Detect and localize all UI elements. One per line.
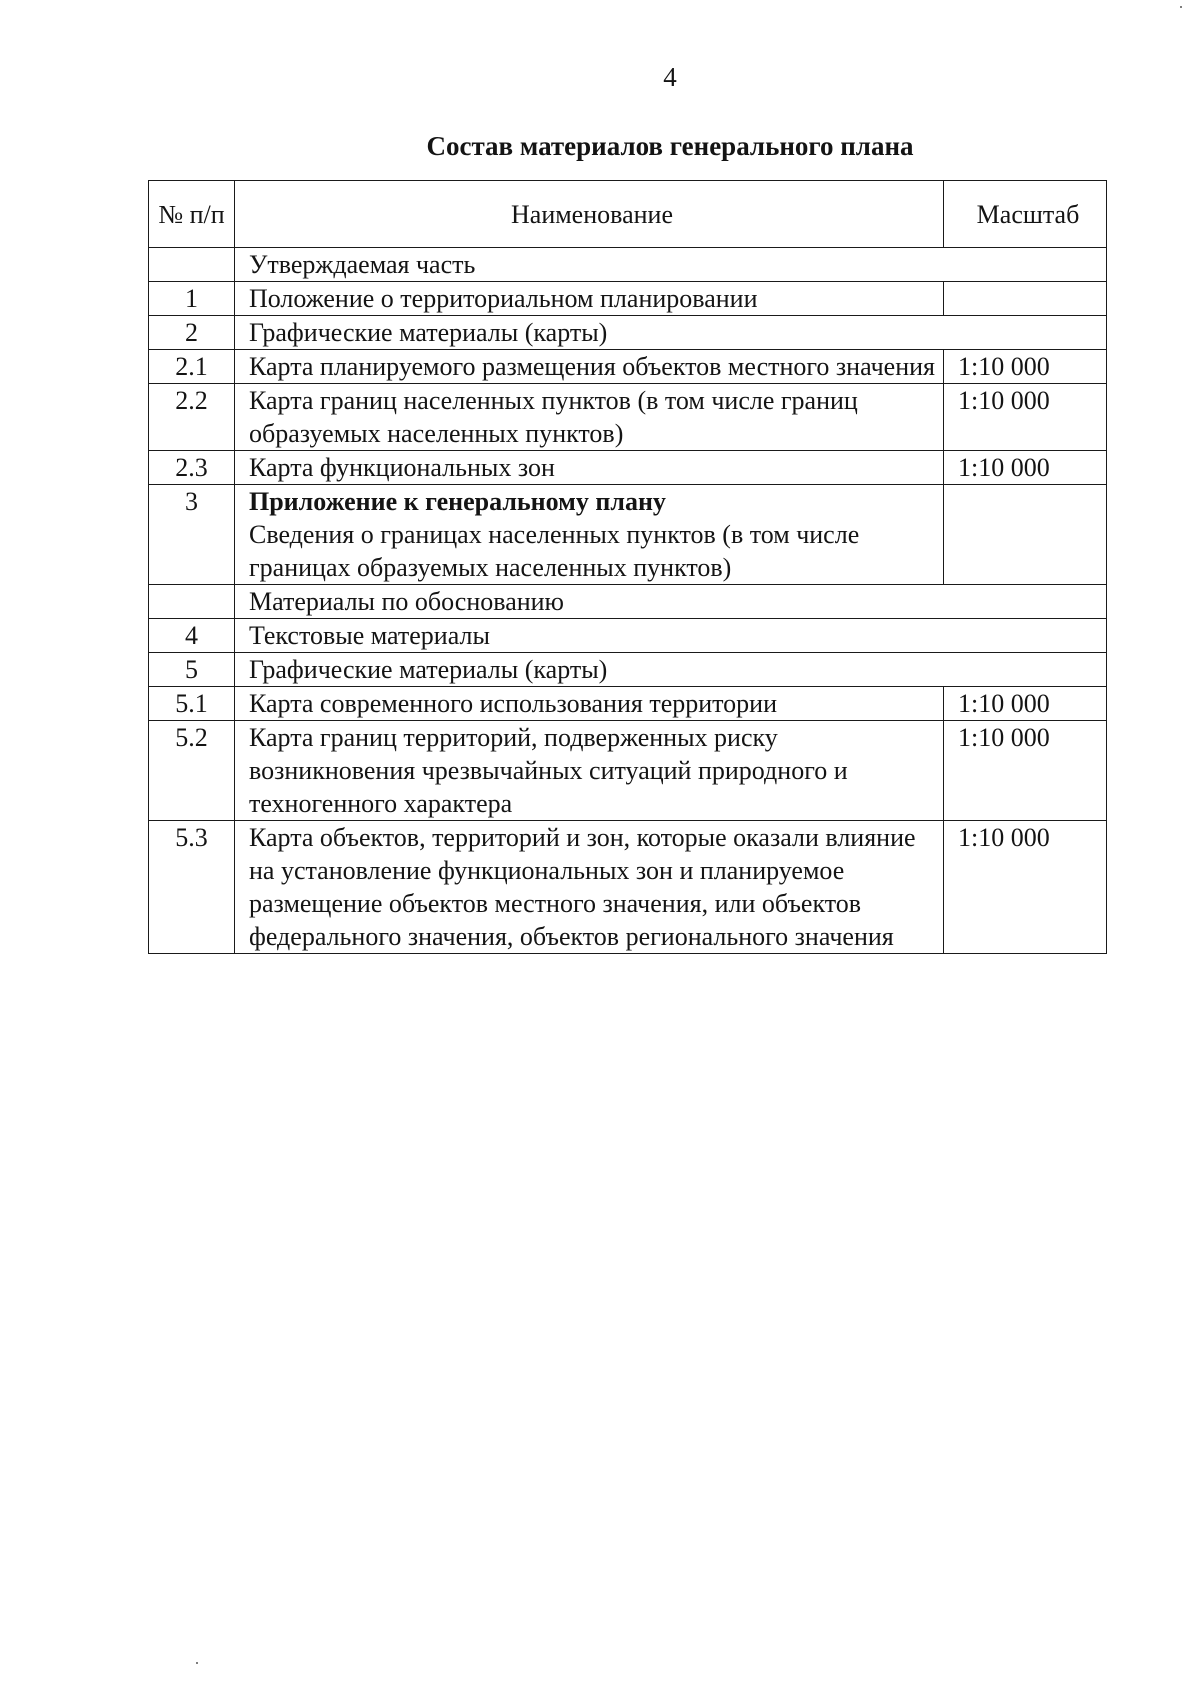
row-scale bbox=[944, 282, 1107, 316]
row-name: Карта границ территорий, подверженных риску возникновения чрезвычайных ситуаций природного и техногенного характера bbox=[235, 721, 944, 821]
header-name: Наименование bbox=[235, 181, 944, 248]
document-title: Состав материалов генерального плана bbox=[426, 131, 914, 161]
table-row bbox=[149, 653, 1107, 687]
row-scale: 1:10 000 bbox=[944, 350, 1107, 384]
row-number: 2 bbox=[149, 316, 235, 350]
row-number: 4 bbox=[149, 619, 235, 653]
row-name: Карта объектов, территорий и зон, которые оказали влияние на установление функциональных зон и планируемое размещение объектов местного значения, или объектов федерального значения, объектов регионального значения bbox=[235, 821, 944, 954]
table-row bbox=[149, 485, 1107, 585]
row-name: Карта современного использования территории bbox=[235, 687, 944, 721]
row-number: 5.1 bbox=[149, 687, 235, 721]
row-name-detail: Сведения о границах населенных пунктов (в том числе границах образуемых населенных пунктов) bbox=[249, 520, 860, 582]
row-name: Приложение к генеральному плану bbox=[249, 487, 666, 516]
section-title: Утверждаемая часть bbox=[235, 248, 1107, 282]
row-number: 5.2 bbox=[149, 721, 235, 821]
row-name: Положение о территориальном планировании bbox=[235, 282, 944, 316]
table-row bbox=[149, 350, 1107, 384]
row-number bbox=[149, 248, 235, 282]
scan-speck bbox=[196, 1662, 198, 1664]
row-scale: 1:10 000 bbox=[944, 384, 1107, 451]
row-number: 3 bbox=[149, 485, 235, 585]
page-number: 4 bbox=[663, 62, 677, 92]
materials-table bbox=[148, 180, 1107, 954]
table-header-row bbox=[149, 181, 1107, 248]
row-name-cell bbox=[235, 485, 944, 585]
row-scale bbox=[944, 485, 1107, 585]
row-scale: 1:10 000 bbox=[944, 687, 1107, 721]
row-number: 2.2 bbox=[149, 384, 235, 451]
table-row bbox=[149, 721, 1107, 821]
row-scale: 1:10 000 bbox=[944, 721, 1107, 821]
row-name: Графические материалы (карты) bbox=[235, 316, 1107, 350]
row-number bbox=[149, 585, 235, 619]
row-number: 2.3 bbox=[149, 451, 235, 485]
row-name: Карта функциональных зон bbox=[235, 451, 944, 485]
header-number: № п/п bbox=[149, 181, 235, 248]
scan-speck bbox=[1180, 6, 1182, 8]
row-number: 5 bbox=[149, 653, 235, 687]
section-title: Материалы по обоснованию bbox=[235, 585, 1107, 619]
table-row bbox=[149, 451, 1107, 485]
row-number: 5.3 bbox=[149, 821, 235, 954]
table-row bbox=[149, 821, 1107, 954]
table-row-section-justification bbox=[149, 585, 1107, 619]
table-row bbox=[149, 316, 1107, 350]
table-row bbox=[149, 619, 1107, 653]
row-scale: 1:10 000 bbox=[944, 821, 1107, 954]
row-scale: 1:10 000 bbox=[944, 451, 1107, 485]
row-number: 1 bbox=[149, 282, 235, 316]
table-row-section-approved bbox=[149, 248, 1107, 282]
table-row bbox=[149, 282, 1107, 316]
row-number: 2.1 bbox=[149, 350, 235, 384]
header-scale: Масштаб bbox=[944, 181, 1107, 248]
table-row bbox=[149, 687, 1107, 721]
row-name: Графические материалы (карты) bbox=[235, 653, 1107, 687]
row-name: Карта планируемого размещения объектов местного значения bbox=[235, 350, 944, 384]
table-row bbox=[149, 384, 1107, 451]
row-name: Карта границ населенных пунктов (в том числе границ образуемых населенных пунктов) bbox=[235, 384, 944, 451]
row-name: Текстовые материалы bbox=[235, 619, 1107, 653]
